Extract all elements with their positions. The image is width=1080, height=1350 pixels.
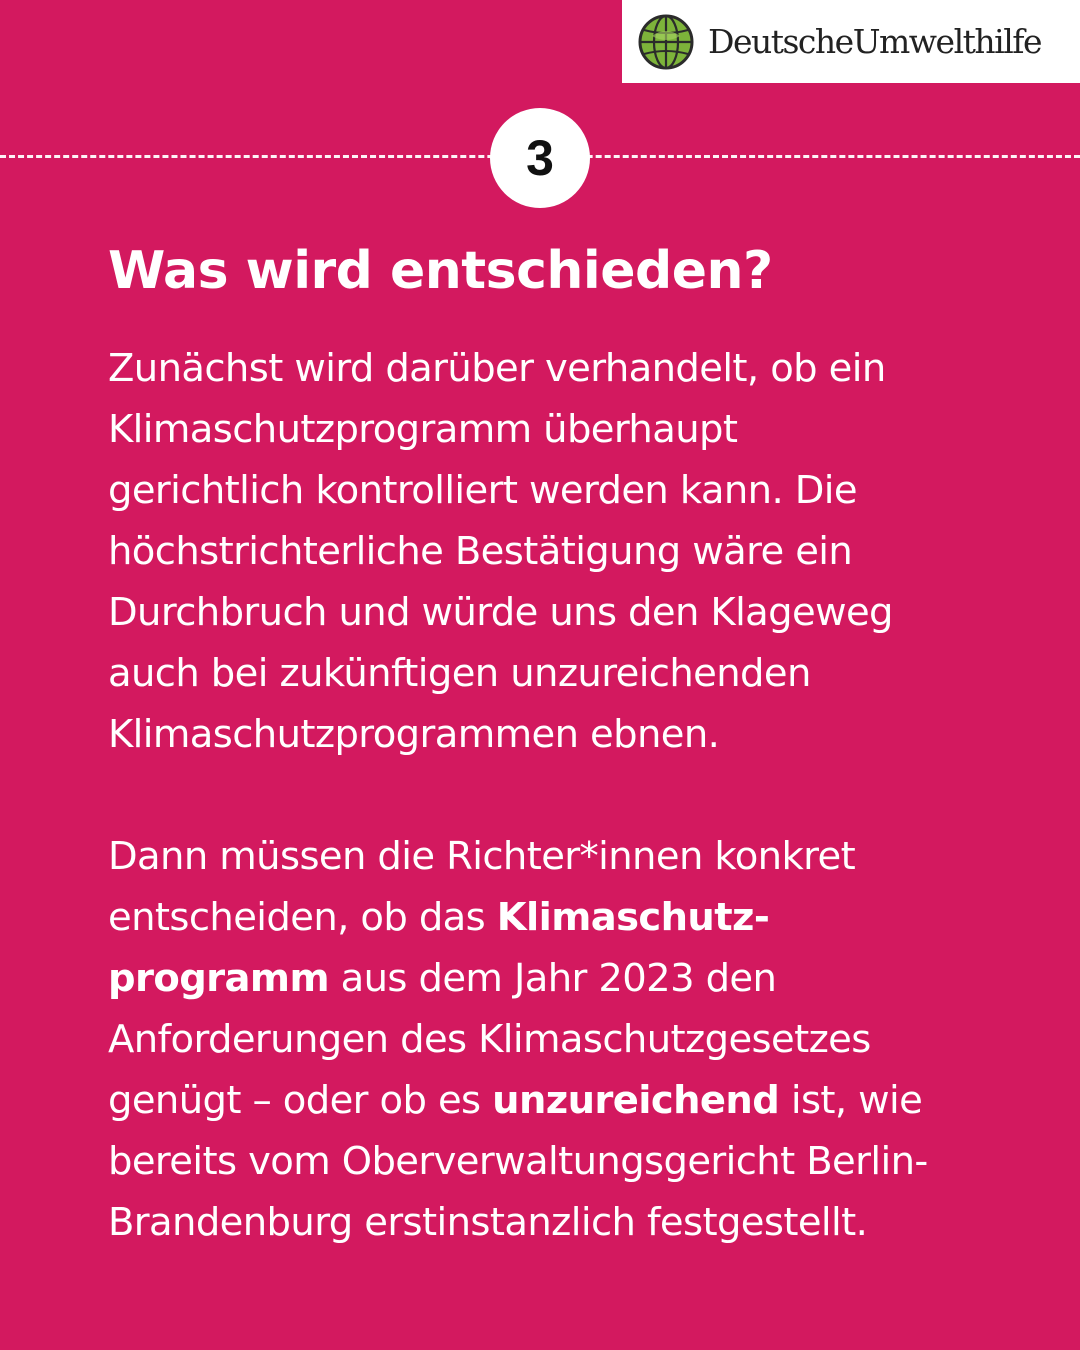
paragraph-line: Brandenburg erstinstanzlich festgestellt. bbox=[108, 1200, 868, 1245]
paragraph-line: Klimaschutzprogrammen ebnen. bbox=[108, 712, 720, 757]
bold-term: Klimaschutz- bbox=[496, 895, 770, 940]
paragraph-line: Durchbruch und würde uns den Klageweg bbox=[108, 590, 893, 635]
paragraph-decision bbox=[108, 826, 1068, 1253]
paragraph-line bbox=[108, 1070, 1068, 1131]
globe-leaf-icon bbox=[638, 14, 694, 70]
step-number-badge bbox=[490, 108, 590, 208]
logo-header bbox=[622, 0, 1080, 83]
paragraph-line: Anforderungen des Klimaschutzgesetzes bbox=[108, 1017, 871, 1062]
paragraph-line: höchstrichterliche Bestätigung wäre ein bbox=[108, 529, 853, 574]
bold-term: unzureichend bbox=[492, 1078, 780, 1123]
paragraph-line: auch bei zukünftigen unzureichenden bbox=[108, 651, 811, 696]
paragraph-line bbox=[108, 887, 1068, 948]
page-title: Was wird entschieden? bbox=[108, 241, 773, 301]
text-run: ist, wie bbox=[779, 1078, 923, 1123]
paragraph-line: Klimaschutzprogramm überhaupt bbox=[108, 407, 738, 452]
text-run: aus dem Jahr 2023 den bbox=[328, 956, 777, 1001]
paragraph-line: Dann müssen die Richter*innen konkret bbox=[108, 834, 856, 879]
paragraph-intro bbox=[108, 338, 1068, 765]
brand-name: DeutscheUmwelthilfe bbox=[708, 22, 1042, 61]
bold-term: programm bbox=[108, 956, 329, 1001]
paragraph-line: bereits vom Oberverwaltungsgericht Berlin- bbox=[108, 1139, 928, 1184]
text-run: genügt – oder ob es bbox=[108, 1078, 493, 1123]
paragraph-line: gerichtlich kontrolliert werden kann. Die bbox=[108, 468, 857, 513]
text-run: entscheiden, ob das bbox=[108, 895, 497, 940]
paragraph-line bbox=[108, 948, 1068, 1009]
step-number: 3 bbox=[526, 130, 554, 186]
paragraph-line: Zunächst wird darüber verhandelt, ob ein bbox=[108, 346, 886, 391]
